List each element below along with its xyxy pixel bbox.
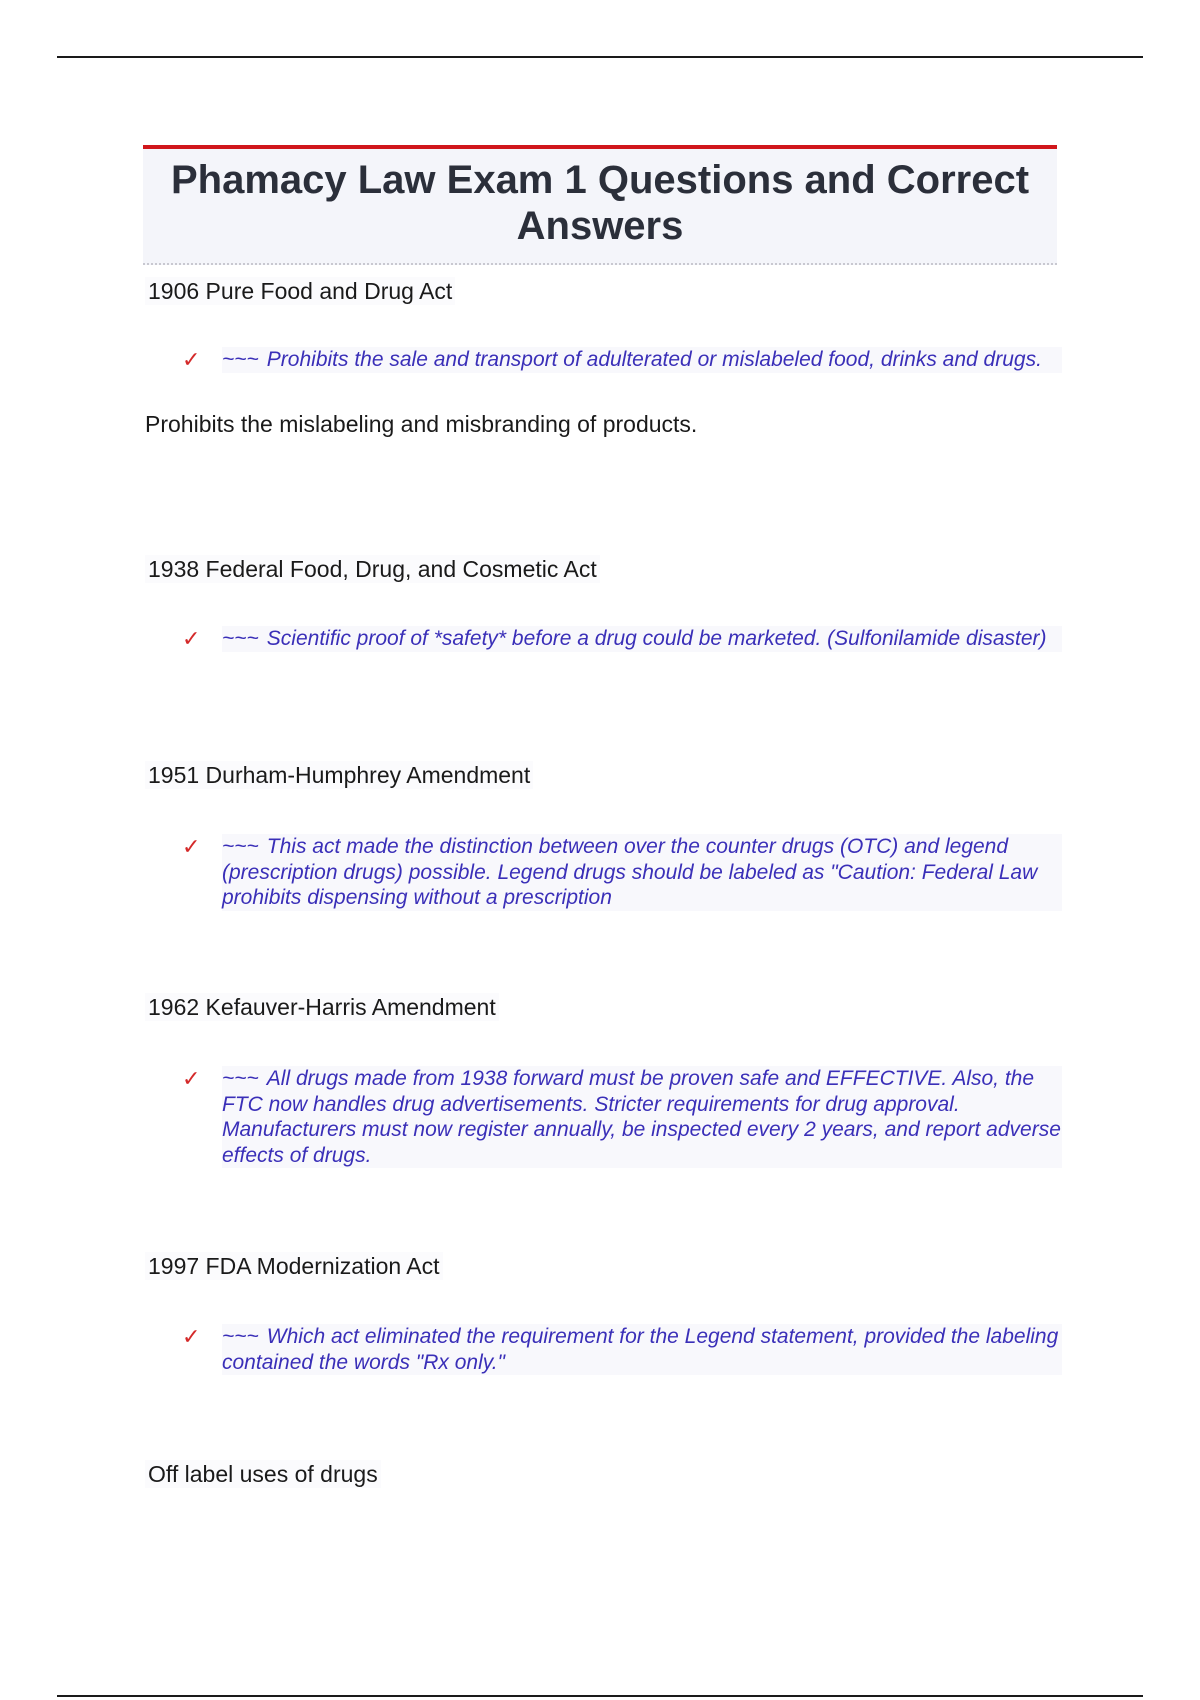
answer-block: [182, 347, 1062, 373]
page-bottom-rule: [57, 1695, 1143, 1697]
title-dotted-divider: [143, 263, 1057, 265]
answer-prefix: ~~~: [222, 835, 259, 858]
check-mark-icon: ✓: [182, 1066, 201, 1091]
answer-text: [222, 626, 1062, 652]
question-1962-kefauver-harris-amendment: 1962 Kefauver-Harris Amendment: [145, 993, 499, 1021]
answer-prefix: ~~~: [222, 627, 259, 650]
answer-text: [222, 1066, 1062, 1168]
check-mark-icon: ✓: [182, 1324, 201, 1349]
question-1997-fda-modernization-act: 1997 FDA Modernization Act: [145, 1252, 443, 1280]
page-top-rule: [57, 56, 1143, 58]
title-banner: [143, 145, 1057, 265]
question-off-label-uses-of-drugs: Off label uses of drugs: [145, 1460, 381, 1488]
check-mark-icon: ✓: [182, 347, 201, 372]
answer-block: [182, 1066, 1062, 1168]
answer-body: All drugs made from 1938 forward must be proven safe and EFFECTIVE. Also, the FTC now handles drug advertisements. Stricter requirements for drug approval. Manufacturers must now register annually, be inspected every 2 years, and report adverse effects of drugs.: [222, 1067, 1061, 1167]
question-note: Prohibits the mislabeling and misbranding of products.: [145, 411, 698, 437]
question-1951-durham-humphrey-amendment: 1951 Durham-Humphrey Amendment: [145, 761, 533, 789]
answer-body: Prohibits the sale and transport of adulterated or mislabeled food, drinks and drugs.: [266, 348, 1042, 371]
answer-prefix: ~~~: [222, 1067, 259, 1090]
answer-prefix: ~~~: [222, 348, 259, 371]
page-title: Phamacy Law Exam 1 Questions and Correct Answers: [170, 158, 1030, 248]
answer-body: This act made the distinction between over the counter drugs (OTC) and legend (prescription drugs) possible. Legend drugs should be labeled as "Caution: Federal Law prohibits dispensing without a prescription: [222, 835, 1038, 909]
answer-block: [182, 626, 1062, 652]
answer-body: Scientific proof of *safety* before a drug could be marketed. (Sulfonilamide disaster): [266, 627, 1047, 650]
check-mark-icon: ✓: [182, 626, 201, 651]
answer-block: [182, 1324, 1062, 1375]
answer-text: [222, 347, 1062, 373]
check-mark-icon: ✓: [182, 834, 201, 859]
answer-text: [222, 1324, 1062, 1375]
answer-body: Which act eliminated the requirement for the Legend statement, provided the labeling contained the words "Rx only.": [222, 1325, 1059, 1374]
question-1906-pure-food-and-drug-act: 1906 Pure Food and Drug Act: [145, 277, 455, 305]
answer-block: [182, 834, 1062, 911]
answer-prefix: ~~~: [222, 1325, 259, 1348]
question-1938-federal-food-drug-cosmetic-act: 1938 Federal Food, Drug, and Cosmetic Act: [145, 555, 600, 583]
answer-text: [222, 834, 1062, 911]
